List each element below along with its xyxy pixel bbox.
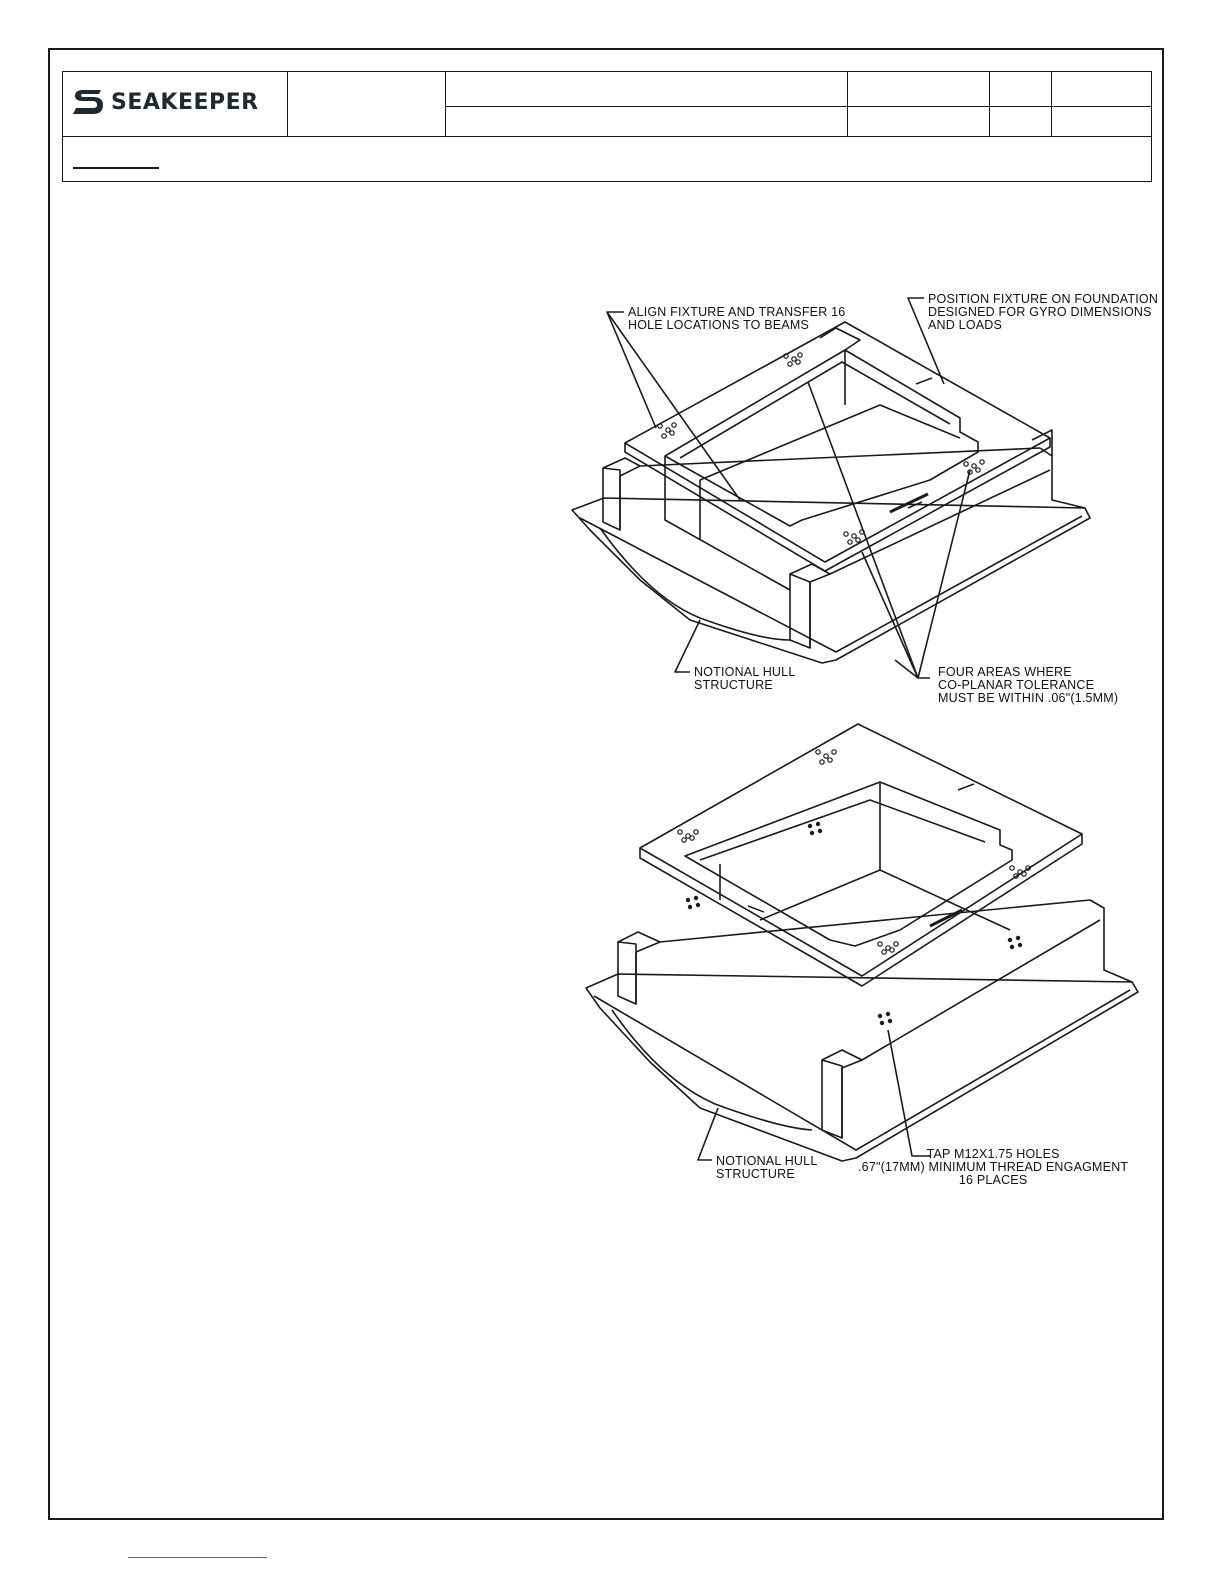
footer-link-underline[interactable] xyxy=(128,1557,267,1558)
callout-tap-holes: TAP M12X1.75 HOLES .67"(17MM) MINIMUM THREAD ENGAGMENT 16 PLACES xyxy=(858,1147,1129,1187)
logo-text: SEAKEEPER xyxy=(111,89,259,115)
callout-position-fixture: POSITION FIXTURE ON FOUNDATION DESIGNED FOR GYRO DIMENSIONS AND LOADS xyxy=(928,292,1159,332)
callout-notional-hull-top: NOTIONAL HULL STRUCTURE xyxy=(694,665,796,692)
callout-align-fixture: ALIGN FIXTURE AND TRANSFER 16 HOLE LOCATIONS TO BEAMS xyxy=(628,305,846,332)
callout-notional-hull-bottom: NOTIONAL HULL STRUCTURE xyxy=(716,1154,818,1181)
callout-four-areas: FOUR AREAS WHERE CO-PLANAR TOLERANCE MUST BE WITHIN .06"(1.5MM) xyxy=(938,665,1119,705)
